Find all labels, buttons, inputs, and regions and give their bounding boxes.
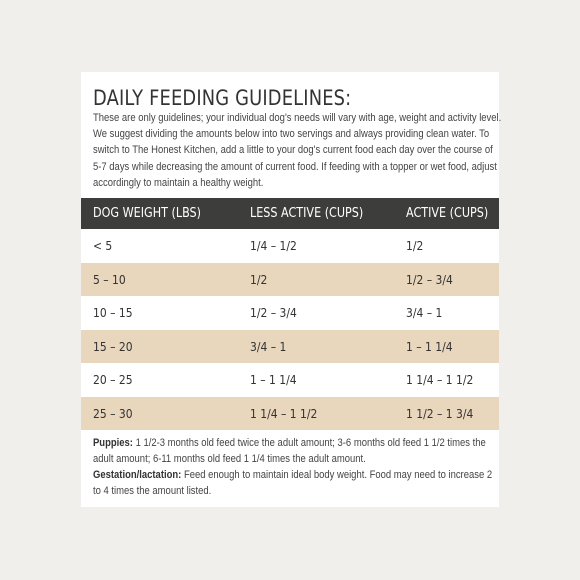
cell-active: 1 1/4 – 1 1/2 (406, 372, 474, 387)
cell-active: 3/4 – 1 (406, 305, 443, 320)
table-row (81, 263, 499, 297)
cell-weight: 5 – 10 (93, 271, 126, 287)
cell-less-active: 3/4 – 1 (250, 338, 287, 354)
page-title: DAILY FEEDING GUIDELINES: (93, 86, 352, 110)
cell-weight: 20 – 25 (93, 372, 133, 387)
header-dog-weight: DOG WEIGHT (LBS) (93, 206, 202, 221)
cell-less-active: 1/4 – 1/2 (250, 238, 297, 253)
intro-paragraph: These are only guidelines; your individual dog's needs will vary with age, weight and activity level. We suggest dividing the amounts below into two servings and always providing clean water. To switch to The Honest Kitchen, add a little to your dog's current food each day over the course of 5-7 days while decreasing the amount of current food. If feeding with a topper or wet food, adjust accordingly to maintain a healthy weight. (93, 112, 502, 189)
table-row (81, 363, 499, 397)
puppies-label: Puppies: (93, 437, 133, 449)
cell-less-active: 1/2 – 3/4 (250, 305, 297, 320)
cell-less-active: 1 – 1 1/4 (250, 372, 297, 387)
cell-active: 1 1/2 – 1 3/4 (406, 405, 474, 421)
cell-weight: 15 – 20 (93, 338, 133, 354)
cell-less-active: 1/2 (250, 271, 268, 287)
table-header-row (81, 198, 499, 229)
puppies-text: 1 1/2-3 months old feed twice the adult amount; 3-6 months old feed 1 1/2 times the adult amount; 6-11 months old feed 1 1/4 times the adult amount. (93, 437, 486, 465)
cell-weight: < 5 (93, 238, 113, 253)
header-less-active: LESS ACTIVE (CUPS) (250, 206, 364, 221)
table-row (81, 296, 499, 330)
cell-weight: 25 – 30 (93, 405, 133, 421)
puppies-note (93, 435, 497, 467)
cell-active: 1 – 1 1/4 (406, 338, 453, 354)
gestation-text: Feed enough to maintain ideal body weight. Food may need to increase 2 to 4 times the amount listed. (93, 469, 493, 497)
gestation-note (93, 467, 497, 499)
cell-active: 1/2 (406, 238, 424, 253)
gestation-label: Gestation/lactation: (93, 469, 182, 481)
feeding-guidelines-card (81, 72, 502, 507)
cell-active: 1/2 – 3/4 (406, 271, 453, 287)
feeding-notes (93, 435, 497, 499)
feeding-table (81, 198, 499, 430)
table-row (81, 397, 499, 431)
table-row (81, 229, 499, 263)
cell-less-active: 1 1/4 – 1 1/2 (250, 405, 318, 421)
header-active: ACTIVE (CUPS) (406, 206, 489, 221)
table-row (81, 330, 499, 364)
cell-weight: 10 – 15 (93, 305, 133, 320)
